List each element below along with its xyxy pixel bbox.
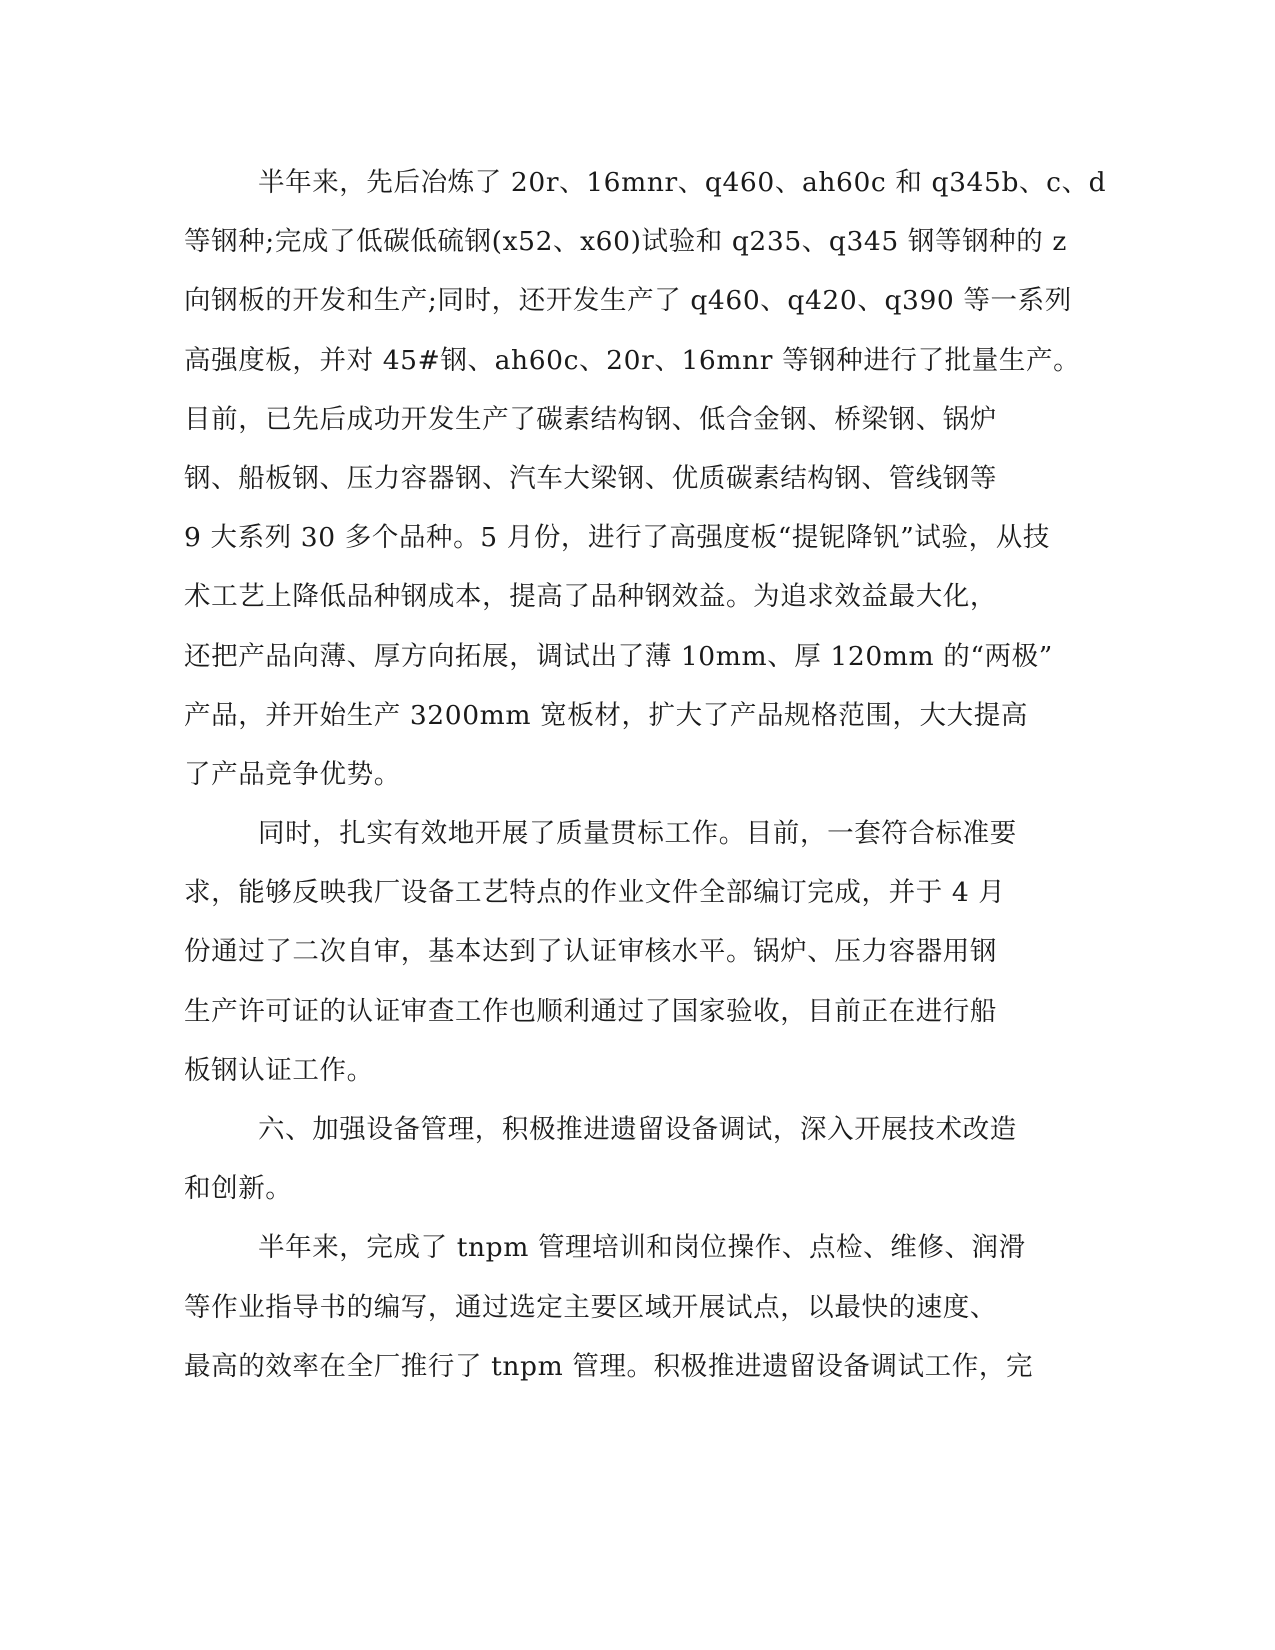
text-line: 和创新。	[184, 1173, 293, 1205]
text-line: 等作业指导书的编写，通过选定主要区域开展试点，以最快的速度、	[184, 1291, 997, 1323]
text-line: 高强度板，并对 45#钢、ah60c、20r、16mnr 等钢种进行了批量生产。	[184, 344, 1081, 376]
text-line: 板钢认证工作。	[184, 1054, 374, 1086]
text-line: 产品，并开始生产 3200mm 宽板材，扩大了产品规格范围，大大提高	[184, 699, 1028, 731]
text-line: 目前，已先后成功开发生产了碳素结构钢、低合金钢、桥梁钢、锅炉	[184, 403, 997, 435]
text-line: 还把产品向薄、厚方向拓展，调试出了薄 10mm、厚 120mm 的“两极”	[184, 640, 1053, 672]
text-line: 求，能够反映我厂设备工艺特点的作业文件全部编订完成，并于 4 月	[184, 877, 1006, 909]
text-line: 9 大系列 30 多个品种。5 月份，进行了高强度板“提铌降钒”试验，从技	[184, 522, 1050, 554]
paragraph-quality-certification	[184, 814, 1084, 1110]
text-line: 生产许可证的认证审查工作也顺利通过了国家验收，目前正在进行船	[184, 995, 997, 1027]
text-line: 向钢板的开发和生产;同时，还开发生产了 q460、q420、q390 等一系列	[184, 285, 1072, 317]
document-body	[184, 163, 1107, 1406]
text-line: 钢、船板钢、压力容器钢、汽车大梁钢、优质碳素结构钢、管线钢等	[184, 462, 997, 494]
text-line: 份通过了二次自审，基本达到了认证审核水平。锅炉、压力容器用钢	[184, 936, 997, 968]
paragraph-product-development	[184, 163, 1107, 814]
text-line: 六、加强设备管理，积极推进遗留设备调试，深入开展技术改造	[258, 1114, 1017, 1145]
text-line: 最高的效率在全厂推行了 tnpm 管理。积极推进遗留设备调试工作，完	[184, 1350, 1034, 1382]
text-line: 半年来，完成了 tnpm 管理培训和岗位操作、点检、维修、润滑	[258, 1232, 1026, 1264]
text-line: 术工艺上降低品种钢成本，提高了品种钢效益。为追求效益最大化，	[184, 581, 997, 613]
text-line: 了产品竞争优势。	[184, 758, 401, 790]
section-heading-equipment-management	[184, 1110, 1084, 1228]
text-line: 同时，扎实有效地开展了质量贯标工作。目前，一套符合标准要	[258, 818, 1017, 850]
text-line: 等钢种;完成了低碳低硫钢(x52、x60)试验和 q235、q345 钢等钢种的 z	[184, 226, 1067, 258]
text-line: 半年来，先后冶炼了 20r、16mnr、q460、ah60c 和 q345b、c、d	[258, 167, 1107, 198]
paragraph-tnpm-management	[184, 1228, 1084, 1406]
